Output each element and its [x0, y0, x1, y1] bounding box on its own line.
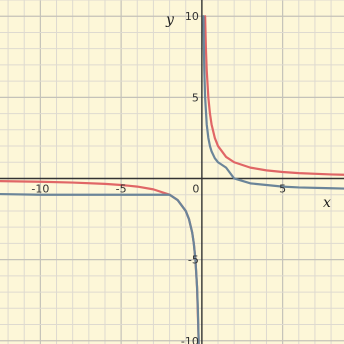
- x-tick-label: 0: [192, 182, 200, 196]
- y-tick-label: -5: [187, 253, 199, 267]
- x-tick-label: 5: [279, 182, 287, 196]
- y-tick-label: 5: [191, 91, 199, 105]
- y-tick-label: -10: [180, 334, 199, 344]
- x-tick-label: -5: [115, 182, 127, 196]
- x-tick-label: -10: [31, 182, 50, 196]
- x-axis-label: x: [323, 195, 331, 211]
- y-tick-label: 10: [184, 10, 199, 24]
- y-axis-label: y: [166, 12, 174, 28]
